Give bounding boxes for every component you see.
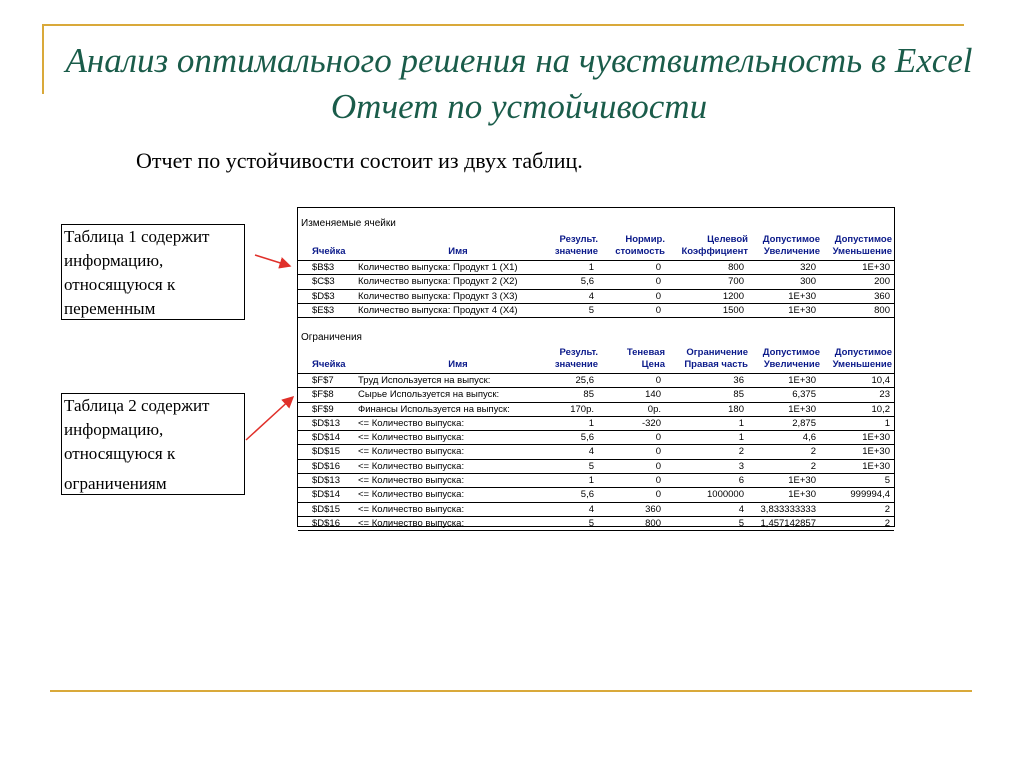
row-value-shadow: 0: [655, 432, 661, 444]
row-value-rhs: 6: [738, 475, 744, 487]
hdr-line: значение: [554, 246, 598, 257]
callout-line: ограничениям: [64, 474, 167, 493]
hdr-line: Допустимое: [834, 234, 892, 245]
row-value-result: 4: [588, 503, 594, 515]
callout-table1: [61, 224, 245, 320]
row-cell-ref: $D$14: [312, 432, 340, 444]
row-name: <= Количество выпуска:: [358, 417, 465, 429]
left-rule: [42, 24, 44, 94]
row-value-dec: 800: [874, 304, 890, 316]
hdr-line: стоимость: [615, 246, 665, 257]
row-cell-ref: $D$16: [312, 460, 340, 472]
row-cell-ref: $D$14: [312, 489, 340, 501]
col-header-increase: [750, 234, 820, 258]
row-value-inc: 1,457142857: [760, 517, 816, 529]
hdr-line: Увеличение: [763, 359, 820, 370]
row-value-dec: 1E+30: [862, 432, 890, 444]
row-value-shadow: 800: [645, 517, 661, 529]
row-value-inc: 1E+30: [788, 489, 816, 501]
slide-subtitle: Отчет по устойчивости состоит из двух таблиц.: [136, 148, 583, 173]
row-name: <= Количество выпуска:: [358, 489, 465, 501]
row-name: Количество выпуска: Продукт 4 (X4): [358, 304, 518, 316]
row-value-reduced: 0: [655, 276, 661, 288]
row-name: <= Количество выпуска:: [358, 517, 465, 529]
row-value-inc: 2: [810, 446, 816, 458]
row-value-inc: 320: [800, 262, 816, 273]
row-value-result: 85: [583, 389, 594, 401]
hdr-line: Целевой: [707, 234, 748, 245]
hdr-line: Увеличение: [763, 246, 820, 257]
row-value-result: 170р.: [570, 403, 594, 415]
hdr-line: Уменьшение: [832, 246, 892, 257]
table-row: [298, 488, 894, 502]
row-value-inc: 1E+30: [788, 290, 816, 302]
row-value-inc: 1E+30: [788, 304, 816, 316]
hdr-line: Коэффициент: [681, 246, 748, 257]
row-cell-ref: $C$3: [312, 276, 335, 288]
row-cell-ref: $B$3: [312, 262, 335, 273]
hdr-line: Правая часть: [684, 359, 748, 370]
col-header-objective: [670, 234, 748, 258]
hdr-line: Результ.: [559, 347, 598, 358]
col-header-cell: Ячейка: [312, 359, 346, 370]
row-value-shadow: 140: [645, 389, 661, 401]
row-value-dec: 1E+30: [862, 446, 890, 458]
row-value-rhs: 180: [728, 403, 744, 415]
table-row: [298, 431, 894, 445]
row-value-dec: 23: [879, 389, 890, 401]
top-rule: [42, 24, 964, 26]
title-line-1: Анализ оптимального решения на чувствительность в Excel: [65, 41, 973, 80]
callout-line: относящуюся к: [64, 275, 176, 294]
table-row: [298, 417, 894, 431]
row-value-shadow: 360: [645, 503, 661, 515]
row-value-dec: 2: [884, 503, 890, 515]
row-value-dec: 999994,4: [850, 489, 890, 501]
col-header-result: [536, 234, 598, 258]
row-value-shadow: 0: [655, 460, 661, 472]
row-cell-ref: $F$8: [312, 389, 334, 401]
row-value-dec: 10,2: [871, 403, 890, 415]
row-cell-ref: $E$3: [312, 304, 335, 316]
row-value-rhs: 5: [738, 517, 744, 529]
callout-line: переменным: [64, 299, 156, 318]
row-value-result: 5: [588, 517, 594, 529]
table-row: [298, 503, 894, 517]
row-cell-ref: $D$13: [312, 417, 340, 429]
col-header-decrease: [822, 234, 892, 258]
hdr-line: Теневая: [626, 347, 665, 358]
sensitivity-report: [297, 207, 895, 527]
row-value-rhs: 36: [733, 375, 744, 386]
arrow-to-table2: [246, 397, 293, 440]
row-value-inc: 1E+30: [788, 475, 816, 487]
row-value-inc: 3,833333333: [760, 503, 816, 515]
row-value-inc: 300: [800, 276, 816, 288]
row-value-result: 5: [588, 304, 594, 316]
row-name: Количество выпуска: Продукт 3 (X3): [358, 290, 518, 302]
hdr-line: Допустимое: [762, 347, 820, 358]
constraints-section-title: Ограничения: [301, 332, 362, 343]
row-value-result: 25,6: [575, 375, 594, 386]
changeable-table: [298, 260, 894, 318]
constraints-table: [298, 373, 894, 531]
hdr-line: Допустимое: [762, 234, 820, 245]
row-name: <= Количество выпуска:: [358, 460, 465, 472]
arrow-to-table1: [255, 255, 290, 266]
row-cell-ref: $D$16: [312, 517, 340, 529]
row-value-rhs: 4: [738, 503, 744, 515]
col-header-name: Имя: [448, 246, 468, 257]
row-value-shadow: 0р.: [647, 403, 661, 415]
row-value-result: 5,6: [580, 489, 594, 501]
row-value-result: 4: [588, 290, 594, 302]
row-value-dec: 1E+30: [862, 460, 890, 472]
row-value-result: 1: [588, 417, 594, 429]
table-row: [298, 474, 894, 488]
row-value-rhs: 1: [738, 432, 744, 444]
row-cell-ref: $D$3: [312, 290, 335, 302]
row-cell-ref: $D$13: [312, 475, 340, 487]
callout-line: Таблица 1 содержит: [64, 227, 210, 246]
row-value-dec: 1: [884, 417, 890, 429]
row-value-result: 5: [588, 460, 594, 472]
row-value-dec: 1E+30: [862, 262, 890, 273]
row-value-coef: 1200: [722, 290, 744, 302]
row-cell-ref: $F$7: [312, 375, 334, 386]
callout-line: относящуюся к: [64, 444, 176, 463]
callout-line: информацию,: [64, 251, 164, 270]
row-value-result: 1: [588, 475, 594, 487]
table-row: [298, 460, 894, 474]
col-header-shadow: [603, 347, 665, 371]
row-value-inc: 2: [810, 460, 816, 472]
row-value-rhs: 1: [738, 417, 744, 429]
col-header-name: Имя: [448, 359, 468, 370]
table-row: [298, 445, 894, 459]
hdr-line: Результ.: [559, 234, 598, 245]
row-value-dec: 5: [884, 475, 890, 487]
row-value-dec: 10,4: [871, 375, 890, 386]
row-value-coef: 1500: [722, 304, 744, 316]
row-name: <= Количество выпуска:: [358, 475, 465, 487]
row-name: Труд Используется на выпуск:: [358, 375, 491, 386]
row-value-shadow: 0: [655, 489, 661, 501]
row-value-inc: 2,875: [792, 417, 816, 429]
row-value-coef: 800: [728, 262, 744, 273]
row-value-result: 1: [588, 262, 594, 273]
row-value-inc: 1E+30: [788, 375, 816, 386]
table-row: [298, 260, 894, 275]
callout-line: Таблица 2 содержит: [64, 396, 210, 415]
col-header-decrease: [822, 347, 892, 371]
changeable-section-title: Изменяемые ячейки: [301, 218, 396, 229]
col-header-result: [536, 347, 598, 371]
callout-table2: [61, 393, 245, 495]
row-name: Количество выпуска: Продукт 1 (X1): [358, 262, 518, 273]
row-name: <= Количество выпуска:: [358, 503, 465, 515]
col-header-rhs: [660, 347, 748, 371]
hdr-line: Ограничение: [686, 347, 748, 358]
callout-line: информацию,: [64, 420, 164, 439]
row-value-inc: 6,375: [792, 389, 816, 401]
slide-title: [60, 38, 978, 130]
row-value-reduced: 0: [655, 262, 661, 273]
row-cell-ref: $F$9: [312, 403, 334, 415]
row-value-coef: 700: [728, 276, 744, 288]
hdr-line: Нормир.: [625, 234, 665, 245]
row-value-rhs: 1000000: [707, 489, 744, 501]
row-value-dec: 200: [874, 276, 890, 288]
row-value-inc: 4,6: [802, 432, 816, 444]
row-value-shadow: 0: [655, 475, 661, 487]
hdr-line: Допустимое: [834, 347, 892, 358]
row-value-rhs: 2: [738, 446, 744, 458]
table-row: [298, 290, 894, 304]
title-line-2: Отчет по устойчивости: [330, 87, 708, 126]
row-name: Сырье Используется на выпуск:: [358, 389, 500, 401]
row-value-result: 5,6: [580, 432, 594, 444]
row-name: Финансы Используется на выпуск:: [358, 403, 510, 415]
row-value-shadow: 0: [655, 375, 661, 386]
table-row: [298, 403, 894, 417]
row-value-rhs: 3: [738, 460, 744, 472]
table-row: [298, 517, 894, 531]
row-value-dec: 360: [874, 290, 890, 302]
table-row: [298, 275, 894, 289]
col-header-increase: [750, 347, 820, 371]
hdr-line: значение: [554, 359, 598, 370]
row-value-shadow: 0: [655, 446, 661, 458]
table-row: [298, 373, 894, 388]
hdr-line: Уменьшение: [832, 359, 892, 370]
bottom-rule: [50, 690, 972, 692]
row-value-reduced: 0: [655, 304, 661, 316]
row-value-shadow: -320: [641, 417, 661, 429]
table-row: [298, 388, 894, 402]
table-row: [298, 304, 894, 318]
row-value-reduced: 0: [655, 290, 661, 302]
row-value-dec: 2: [884, 517, 890, 529]
row-value-result: 4: [588, 446, 594, 458]
row-cell-ref: $D$15: [312, 503, 340, 515]
row-cell-ref: $D$15: [312, 446, 340, 458]
col-header-cell: Ячейка: [312, 246, 346, 257]
row-name: <= Количество выпуска:: [358, 446, 465, 458]
row-value-inc: 1E+30: [788, 403, 816, 415]
row-value-result: 5,6: [580, 276, 594, 288]
hdr-line: Цена: [641, 359, 665, 370]
row-name: <= Количество выпуска:: [358, 432, 465, 444]
row-name: Количество выпуска: Продукт 2 (X2): [358, 276, 518, 288]
col-header-reduced: [603, 234, 665, 258]
row-value-rhs: 85: [733, 389, 744, 401]
